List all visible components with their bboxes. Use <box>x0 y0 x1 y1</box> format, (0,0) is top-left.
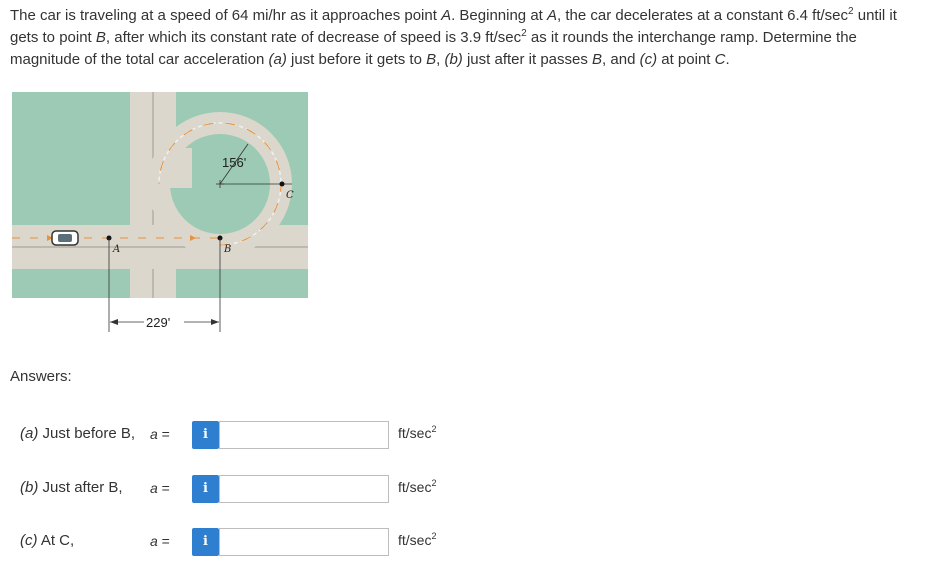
dimension-arrowhead <box>211 319 219 325</box>
info-icon[interactable]: i <box>192 528 219 556</box>
problem-text: as it rounds the interchange ramp. Determine the magnitude of the total car acceleration <box>10 29 857 68</box>
answers-label: Answers: <box>10 368 72 385</box>
exponent: 2 <box>521 28 527 39</box>
interchange-figure <box>12 92 310 343</box>
point-label: B <box>426 51 437 68</box>
answer-row-a <box>0 419 936 451</box>
problem-text: just after it passes <box>462 51 593 68</box>
exponent: 2 <box>848 6 854 17</box>
unit-label: $ft/\sec^2$ <box>398 424 437 441</box>
row-label: (b) Just after B, <box>20 479 123 496</box>
point-c-label: C <box>286 190 294 201</box>
info-icon[interactable]: i <box>192 421 219 449</box>
variable-label: a = <box>150 426 170 442</box>
answer-input-b[interactable] <box>219 475 389 503</box>
point-label: B <box>592 51 603 68</box>
problem-statement <box>10 5 928 71</box>
answer-row-c <box>0 526 936 558</box>
part-label: (b) <box>444 51 463 68</box>
problem-text: . <box>725 51 730 68</box>
variable-label: a = <box>150 480 170 496</box>
distance-label: 229' <box>146 315 171 330</box>
unit-label: $ft/\sec^2$ <box>398 478 437 495</box>
unit-label: $ft/\sec^2$ <box>398 531 437 548</box>
part-label: (a) <box>268 51 287 68</box>
row-label: (a) Just before B, <box>20 425 136 442</box>
problem-text: . Beginning at <box>451 7 547 24</box>
variable-label: a = <box>150 533 170 549</box>
point-label: A <box>547 7 558 24</box>
point-a-label: A <box>113 244 121 255</box>
interchange-diagram <box>12 92 310 338</box>
radius-label: 156' <box>222 155 247 170</box>
point-label: A <box>441 7 452 24</box>
point-label: C <box>714 51 726 68</box>
problem-text: The car is traveling at a speed of 64 mi/hr as it approaches point <box>10 7 442 24</box>
answer-input-c[interactable] <box>219 528 389 556</box>
point-b-label: B <box>224 244 232 255</box>
info-icon[interactable]: i <box>192 475 219 503</box>
problem-text: just before it gets to <box>286 51 427 68</box>
row-label: (c) At C, <box>20 532 75 549</box>
answer-row-b <box>0 473 936 505</box>
problem-text: , and <box>602 51 640 68</box>
answer-input-a[interactable] <box>219 421 389 449</box>
point-c-marker <box>280 182 285 187</box>
part-label: (c) <box>639 51 658 68</box>
problem-text: , after which its constant rate of decrease of speed is 3.9 ft/sec <box>105 29 522 46</box>
dimension-arrowhead <box>110 319 118 325</box>
problem-text: until it gets to point <box>10 7 897 46</box>
problem-text: at point <box>657 51 715 68</box>
problem-text: , the car decelerates at a constant 6.4 ft/sec <box>557 7 849 24</box>
point-label: B <box>95 29 106 46</box>
car-icon <box>52 231 78 245</box>
problem-text: , <box>436 51 445 68</box>
